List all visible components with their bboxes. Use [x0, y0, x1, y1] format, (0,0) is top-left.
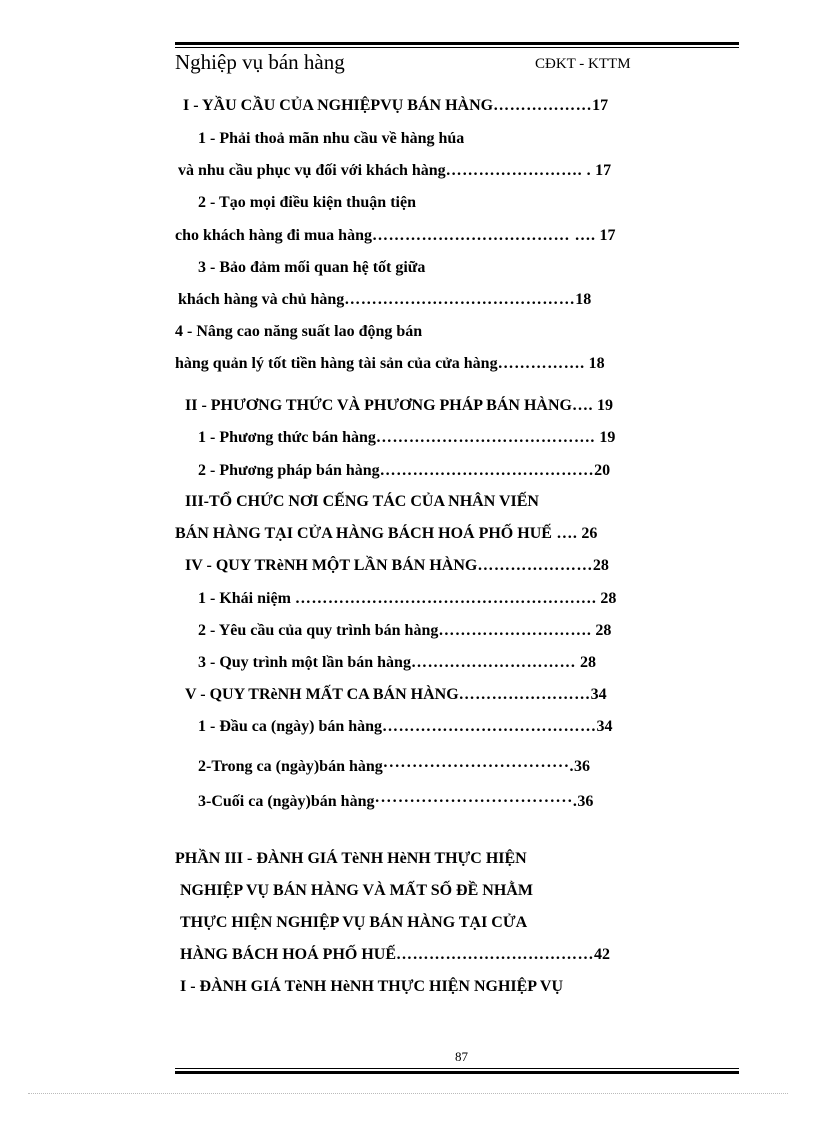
toc-page: 28: [575, 654, 596, 671]
toc-text: NGHIỆP VỤ BÁN HÀNG VÀ MẤT SỐ ĐỀ NHẰM: [180, 882, 533, 899]
toc-text: 2 - Phương pháp bán hàng: [198, 462, 380, 479]
toc-text: IV - QUY TRèNH MỘT LẦN BÁN HÀNG: [185, 557, 478, 574]
toc-entry: [180, 881, 533, 901]
toc-text: khách hàng và chủ hàng: [178, 291, 345, 308]
toc-text: BÁN HÀNG TẠI CỬA HÀNG BÁCH HOÁ PHỐ HUẾ: [175, 525, 552, 542]
page-edge-dotted-line: [28, 1093, 788, 1094]
toc-text: THỰC HIỆN NGHIỆP VỤ BÁN HÀNG TẠI CỬA: [180, 914, 528, 931]
toc-dots: ……………………. .: [445, 162, 592, 179]
toc-dots: …………………………………: [379, 462, 595, 479]
toc-text: 1 - Phải thoả mãn nhu cầu về hàng húa: [198, 130, 465, 147]
toc-page: 26: [577, 525, 598, 542]
toc-dots: …………………………………: [382, 718, 597, 735]
toc-text: 2 - Yêu cầu của quy trình bán hàng: [198, 622, 439, 639]
toc-text: 2 - Tạo mọi điều kiện thuận tiện: [198, 194, 416, 211]
toc-entry: [183, 96, 608, 116]
toc-text: 3 - Bảo đảm mối quan hệ tốt giữa: [198, 259, 426, 276]
toc-page: 34: [596, 718, 613, 735]
toc-entry: [198, 193, 416, 213]
toc-entry: [178, 161, 611, 181]
header-rule-thick: [175, 42, 739, 45]
toc-text: cho khách hàng đi mua hàng: [175, 227, 372, 244]
toc-entry: [198, 589, 616, 609]
toc-entry: [180, 977, 563, 997]
footer-rule-thick: [175, 1071, 739, 1074]
toc-entry: [175, 354, 605, 374]
toc-dots: ………………………………: [396, 946, 595, 963]
footer-rule-thin: [175, 1068, 739, 1069]
toc-text: II - PHƯƠNG THỨC VÀ PHƯƠNG PHÁP BÁN HÀNG: [185, 397, 572, 414]
toc-dots: ……………………………………………….: [294, 590, 597, 607]
toc-page: 36: [574, 758, 591, 775]
toc-entry: [178, 290, 591, 310]
toc-entry: [198, 428, 615, 448]
toc-text: PHẦN III - ĐÀNH GIÁ TèNH HèNH THỰC HIỆN: [175, 850, 527, 867]
toc-page: 28: [596, 590, 617, 607]
toc-page: 20: [594, 462, 611, 479]
toc-text: 1 - Đầu ca (ngày) bán hàng: [198, 718, 383, 735]
toc-text: I - YẦU CẦU CỦA NGHIỆPVỤ BÁN HÀNG: [183, 97, 494, 114]
toc-text: 3-Cuối ca (ngày)bán hàng: [198, 793, 375, 810]
toc-dots: ································.: [382, 758, 575, 775]
toc-entry: [175, 849, 527, 869]
toc-dots: …………………: [477, 557, 593, 574]
header-code: CĐKT - KTTM: [535, 56, 631, 72]
toc-entry: [175, 322, 422, 342]
toc-text: III-TỔ CHỨC NƠI CẾNG TÁC CỦA NHÂN VIẾN: [185, 493, 539, 510]
toc-entry: [180, 945, 610, 965]
toc-page: 36: [577, 793, 594, 810]
toc-entry: [185, 685, 607, 705]
page-number: 87: [455, 1049, 468, 1064]
toc-dots: ……………………: [458, 686, 591, 703]
toc-dots: ……………………………… ….: [371, 227, 596, 244]
toc-dots: ……………………….: [438, 622, 592, 639]
toc-entry: [198, 757, 590, 777]
toc-page: 19: [592, 397, 613, 414]
toc-page: 17: [591, 162, 612, 179]
toc-entry: [198, 258, 425, 278]
toc-entry: [198, 717, 613, 737]
toc-text: V - QUY TRèNH MẤT CA BÁN HÀNG: [185, 686, 459, 703]
toc-text: HÀNG BÁCH HOÁ PHỐ HUẾ: [180, 946, 397, 963]
toc-dots: ……………………………………: [344, 291, 576, 308]
toc-dots: ….: [571, 397, 593, 414]
toc-dots: ….: [551, 525, 578, 542]
toc-page: 17: [592, 97, 609, 114]
toc-page: 42: [594, 946, 611, 963]
toc-page: 19: [599, 429, 616, 446]
toc-text: và nhu cầu phục vụ đối với khách hàng: [178, 162, 446, 179]
toc-text: 3 - Quy trình một lần bán hàng: [198, 654, 411, 671]
toc-page: 28: [592, 557, 609, 574]
toc-text: hàng quản lý tốt tiền hàng tài sản của cửa hàng: [175, 355, 498, 372]
toc-page: 18: [575, 291, 592, 308]
toc-text: 1 - Khái niệm: [198, 590, 295, 607]
toc-text: I - ĐÀNH GIÁ TèNH HèNH THỰC HIỆN NGHIỆP VỤ: [180, 978, 563, 995]
toc-dots: …………….: [497, 355, 585, 372]
toc-entry: [180, 913, 527, 933]
toc-page: 28: [591, 622, 612, 639]
toc-dots: ··································.: [374, 793, 578, 810]
toc-dots: …………………………: [410, 654, 576, 671]
toc-entry: [185, 556, 609, 576]
toc-page: 34: [590, 686, 607, 703]
toc-dots: ………………………………….: [375, 429, 600, 446]
toc-entry: [198, 621, 611, 641]
toc-entry: [198, 792, 593, 812]
header-title: Nghiệp vụ bán hàng: [175, 50, 345, 74]
toc-entry: [198, 461, 610, 481]
toc-entry: [175, 524, 597, 544]
toc-page: 17: [595, 227, 616, 244]
header-rule-thin: [175, 47, 739, 48]
toc-entry: [198, 129, 464, 149]
toc-text: 1 - Phương thức bán hàng: [198, 429, 376, 446]
toc-text: 4 - Nâng cao năng suất lao động bán: [175, 323, 423, 340]
toc-entry: [185, 492, 539, 512]
toc-page: 18: [584, 355, 605, 372]
toc-entry: [198, 653, 596, 673]
toc-entry: [175, 226, 615, 246]
toc-text: 2-Trong ca (ngày)bán hàng: [198, 758, 383, 775]
toc-entry: [185, 396, 613, 416]
toc-dots: ………………: [493, 97, 593, 114]
